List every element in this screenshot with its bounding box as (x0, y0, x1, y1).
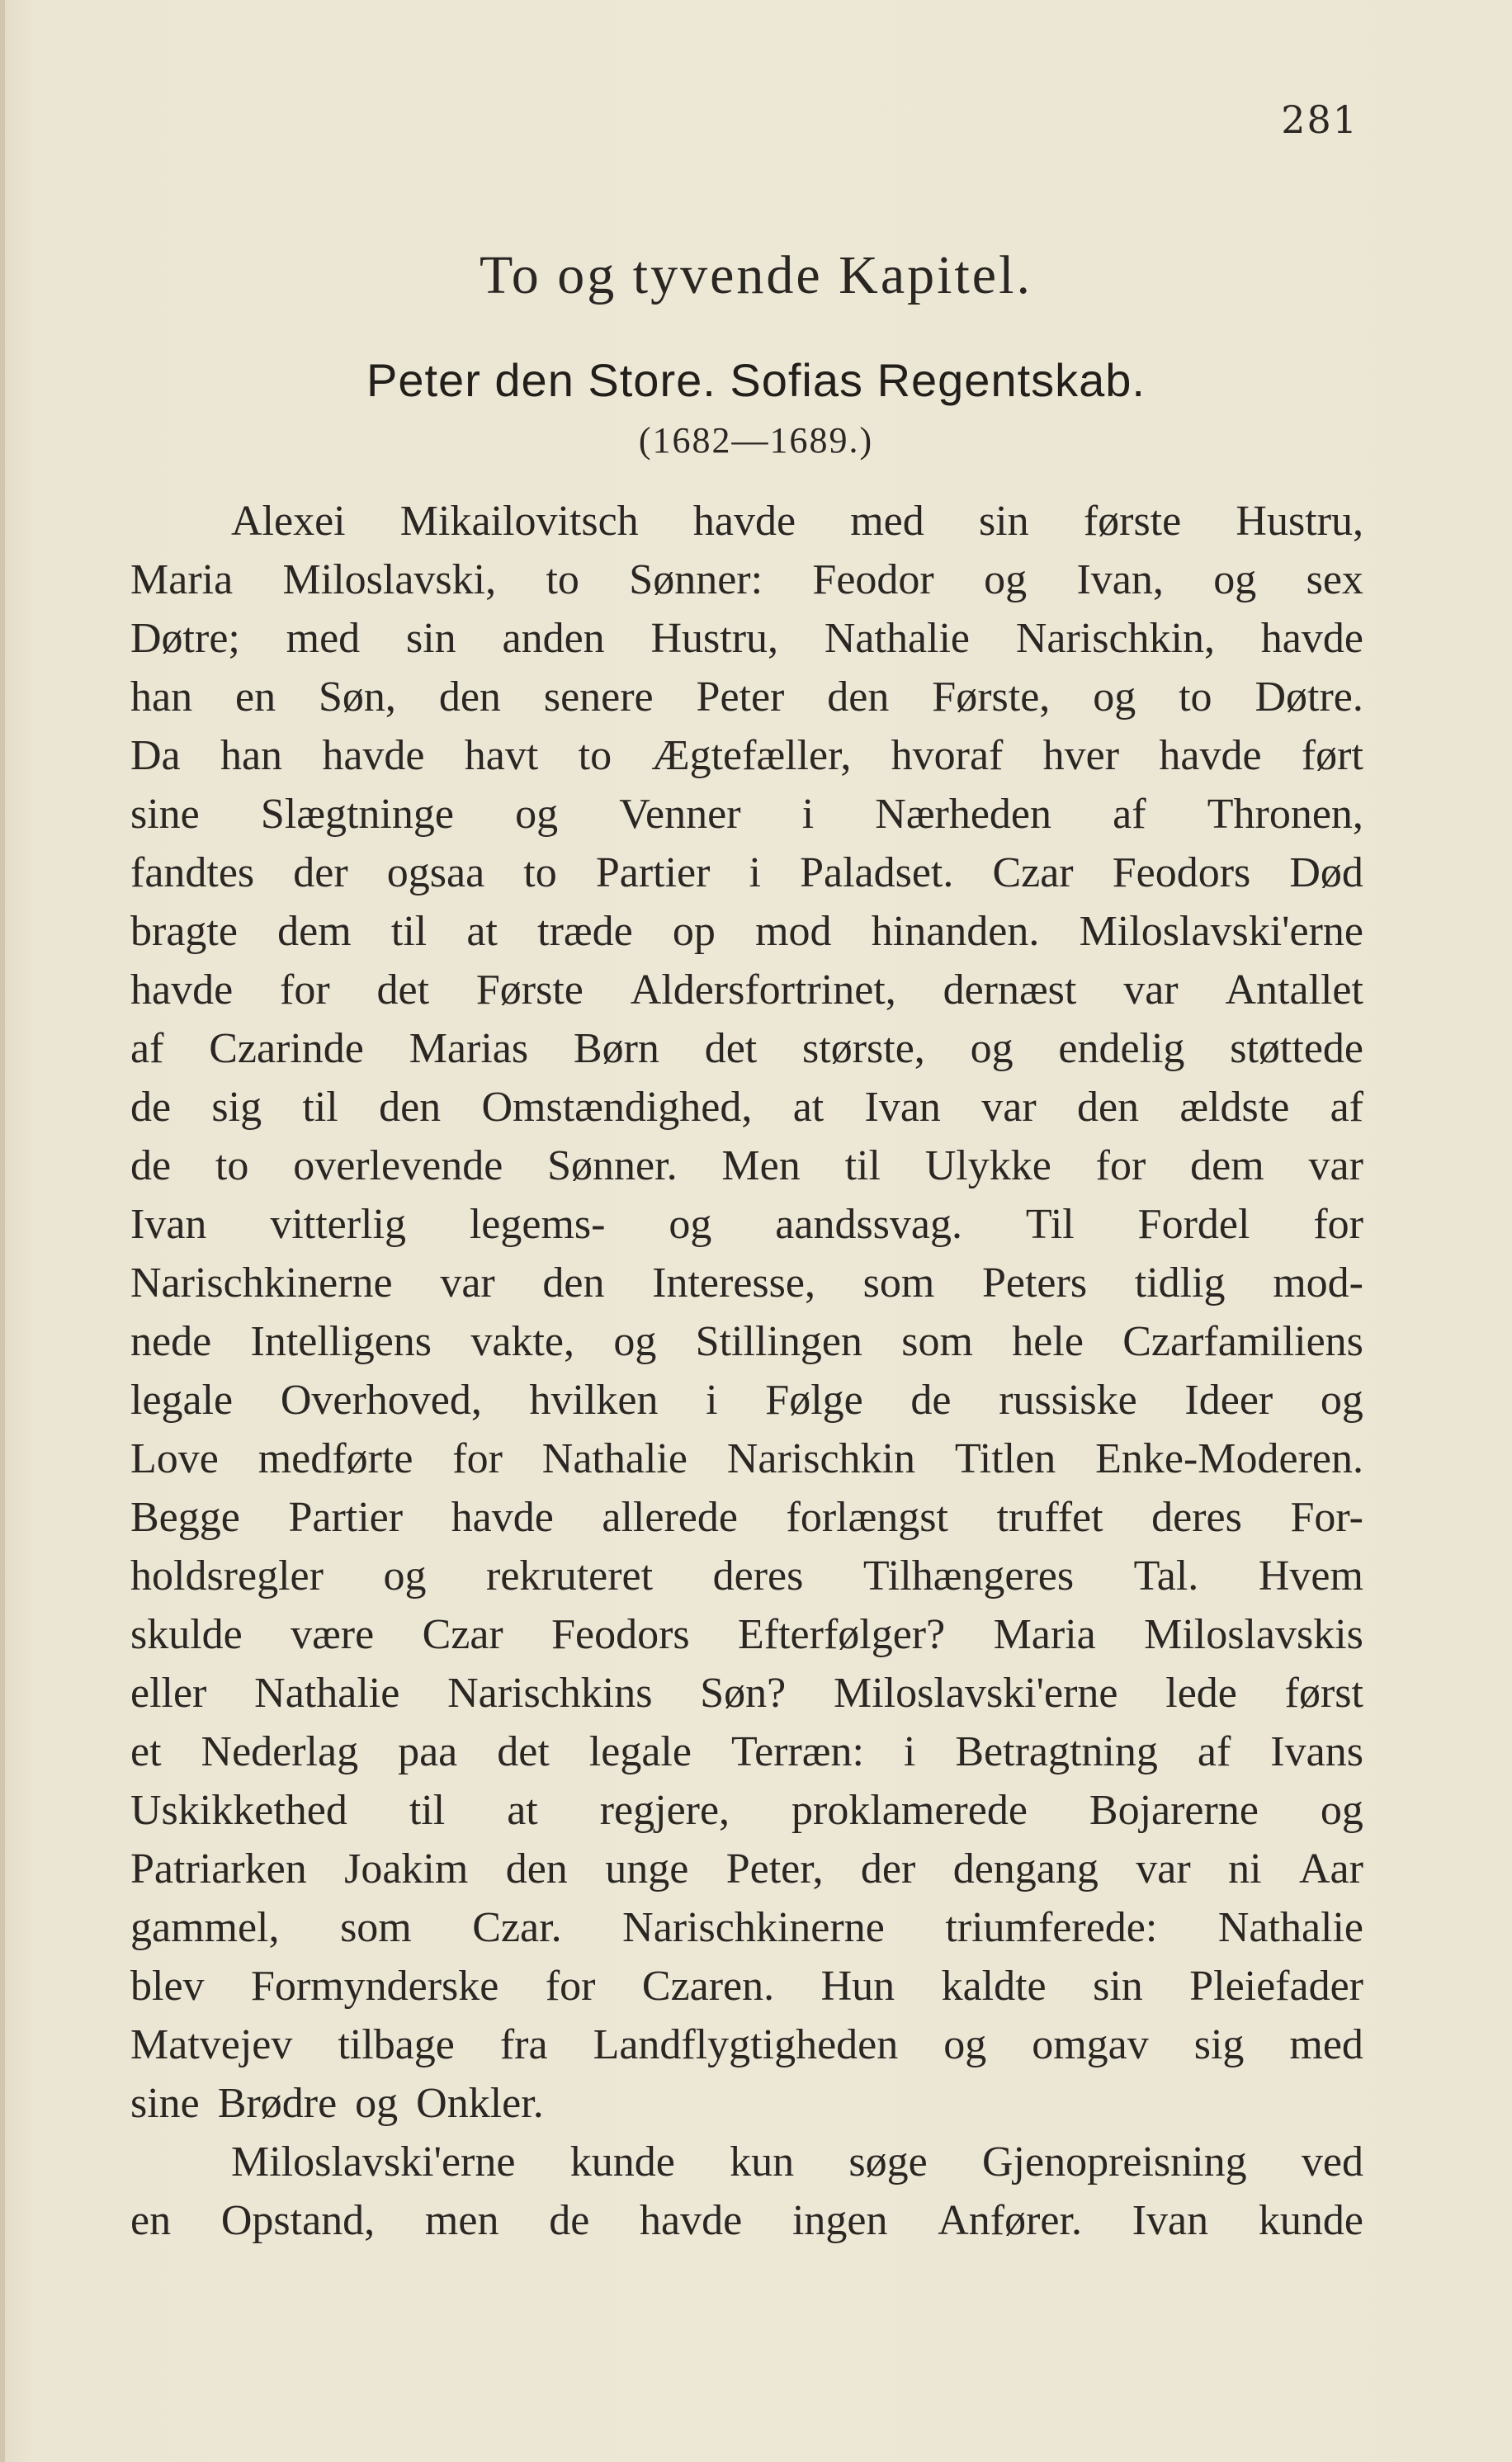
body-text (130, 492, 1363, 2250)
text-line: Love medførte for Nathalie Narischkin Titlen Enke-Moderen. (130, 1435, 1363, 1482)
chapter-title: To og tyvende Kapitel. (480, 245, 1032, 305)
text-line: sine Brødre og Onkler. (130, 2080, 544, 2127)
text-line: sine Slægtninge og Venner i Nærheden af Thronen, (130, 791, 1363, 838)
text-line: nede Intelligens vakte, og Stillingen som hele Czarfamiliens (130, 1318, 1363, 1365)
text-line: af Czarinde Marias Børn det største, og endelig støttede (130, 1025, 1363, 1072)
text-line: gammel, som Czar. Narischkinerne triumferede: Nathalie (130, 1904, 1363, 1951)
text-line: holdsregler og rekruteret deres Tilhængeres Tal. Hvem (130, 1552, 1363, 1600)
text-line: Narischkinerne var den Interesse, som Peters tidlig mod- (130, 1259, 1363, 1307)
text-line: de to overlevende Sønner. Men til Ulykke for dem var (130, 1142, 1363, 1189)
text-line: bragte dem til at træde op mod hinanden. Miloslavski'erne (130, 908, 1363, 955)
text-line: Maria Miloslavski, to Sønner: Feodor og Ivan, og sex (130, 556, 1363, 603)
text-line: en Opstand, men de havde ingen Anfører. Ivan kunde (130, 2197, 1363, 2244)
text-line: et Nederlag paa det legale Terræn: i Betragtning af Ivans (130, 1728, 1363, 1775)
text-line: Ivan vitterlig legems- og aandssvag. Til Fordel for (130, 1201, 1363, 1248)
paragraph (130, 492, 1363, 2133)
section-years: (1682—1689.) (638, 420, 874, 461)
text-line: Miloslavski'erne kunde kun søge Gjenopreisning ved (231, 2138, 1363, 2186)
text-line: Matvejev tilbage fra Landflygtigheden og omgav sig med (130, 2021, 1363, 2068)
section-title: Peter den Store. Sofias Regentskab. (366, 354, 1146, 406)
text-line: eller Nathalie Narischkins Søn? Miloslavski'erne lede først (130, 1670, 1363, 1717)
text-line: Da han havde havt to Ægtefæller, hvoraf hver havde ført (130, 732, 1363, 779)
page-number: 281 (1281, 97, 1358, 142)
text-line: skulde være Czar Feodors Efterfølger? Maria Miloslavskis (130, 1611, 1363, 1658)
text-line: fandtes der ogsaa to Partier i Paladset. Czar Feodors Død (130, 849, 1363, 896)
text-line: legale Overhoved, hvilken i Følge de russiske Ideer og (130, 1377, 1363, 1424)
text-line: han en Søn, den senere Peter den Første, og to Døtre. (130, 673, 1363, 721)
paragraph (130, 2133, 1363, 2250)
text-line: Alexei Mikailovitsch havde med sin første Hustru, (231, 498, 1363, 545)
text-line: de sig til den Omstændighed, at Ivan var den ældste af (130, 1084, 1363, 1131)
text-line: Uskikkethed til at regjere, proklamerede Bojarerne og (130, 1787, 1363, 1834)
text-line: havde for det Første Aldersfortrinet, dernæst var Antallet (130, 966, 1363, 1014)
text-line: Patriarken Joakim den unge Peter, der dengang var ni Aar (130, 1845, 1363, 1893)
text-line: Begge Partier havde allerede forlængst truffet deres For- (130, 1494, 1363, 1541)
text-line: Døtre; med sin anden Hustru, Nathalie Narischkin, havde (130, 615, 1363, 662)
text-line: blev Formynderske for Czaren. Hun kaldte sin Pleiefader (130, 1963, 1363, 2010)
